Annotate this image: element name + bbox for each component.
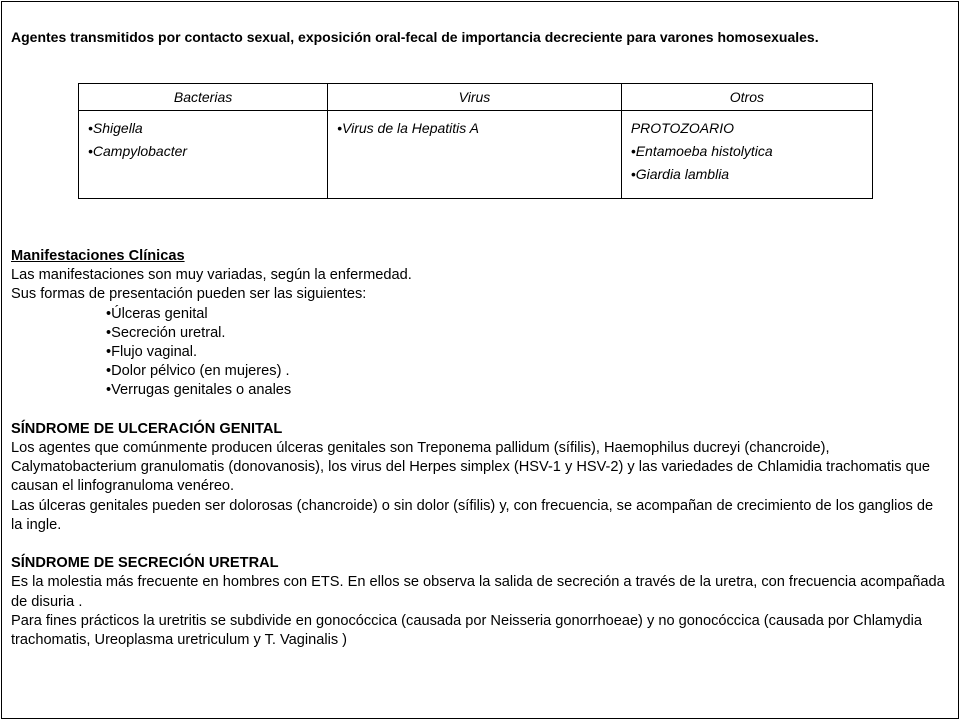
cell-otros [621, 111, 872, 199]
body-text [11, 247, 946, 650]
table-header-row [79, 84, 873, 111]
slide-page [1, 1, 959, 719]
cell-bacterias [79, 111, 328, 199]
list-item: •Dolor pélvico (en mujeres) . [106, 363, 290, 380]
header-bacterias: Bacterias [79, 84, 328, 111]
list-item: •Verrugas genitales o anales [106, 382, 292, 399]
secrecion-title: SÍNDROME DE SECRECIÓN URETRAL [11, 555, 279, 572]
spacer [11, 401, 946, 420]
list-item: •Campylobacter [88, 143, 188, 159]
slide-heading: Agentes transmitidos por contacto sexual, exposición oral-fecal de importancia decreciente para varones homosexuales. [11, 29, 819, 45]
list-item: •Giardia lamblia [630, 166, 730, 182]
manifestaciones-intro-2: Sus formas de presentación pueden ser las siguientes: [11, 286, 367, 303]
secrecion-paragraph-2: Para fines prácticos la uretritis se subdivide en gonocóccica (causada por Neisseria gonorrhoeae) y no gonocóccica (causada por Chlamydia trachomatis, Ureoplasma uretriculum y T. Vaginalis ) [11, 612, 922, 649]
secrecion-paragraph-1: Es la molestia más frecuente en hombres con ETS. En ellos se observa la salida de secreción a través de la uretra, con frecuencia acompañada de disuria . [11, 574, 945, 610]
manifestaciones-title: Manifestaciones Clínicas [11, 248, 185, 264]
list-item: PROTOZOARIO [630, 120, 735, 136]
list-item: •Virus de la Hepatitis A [337, 120, 479, 136]
agents-table [78, 83, 873, 199]
ulceracion-paragraph-1: Los agentes que comúnmente producen úlceras genitales son Treponema pallidum (sífilis), Haemophilus ducreyi (chancroide), Calymatobacterium granulomatis (donovanosis), los virus del Herpes simplex (HSV-1 y HSV-2) y las variedades de Chlamidia trachomatis que causan el linfogranuloma venéreo. [11, 440, 930, 495]
manifestaciones-intro-1: Las manifestaciones son muy variadas, según la enfermedad. [11, 267, 412, 284]
table-row [79, 111, 873, 199]
header-virus: Virus [328, 84, 622, 111]
list-item: •Secreción uretral. [106, 324, 226, 341]
list-item: •Úlceras genital [106, 305, 208, 322]
cell-virus [328, 111, 622, 199]
list-item: •Entamoeba histolytica [630, 143, 773, 159]
spacer [11, 535, 946, 554]
header-otros: Otros [621, 84, 872, 111]
list-item: •Shigella [88, 120, 143, 136]
ulceracion-paragraph-2: Las úlceras genitales pueden ser dolorosas (chancroide) o sin dolor (sífilis) y, con frecuencia, se acompañan de crecimiento de los ganglios de la ingle. [11, 497, 934, 533]
ulceracion-title: SÍNDROME DE ULCERACIÓN GENITAL [11, 420, 283, 437]
list-item: •Flujo vaginal. [106, 344, 198, 361]
